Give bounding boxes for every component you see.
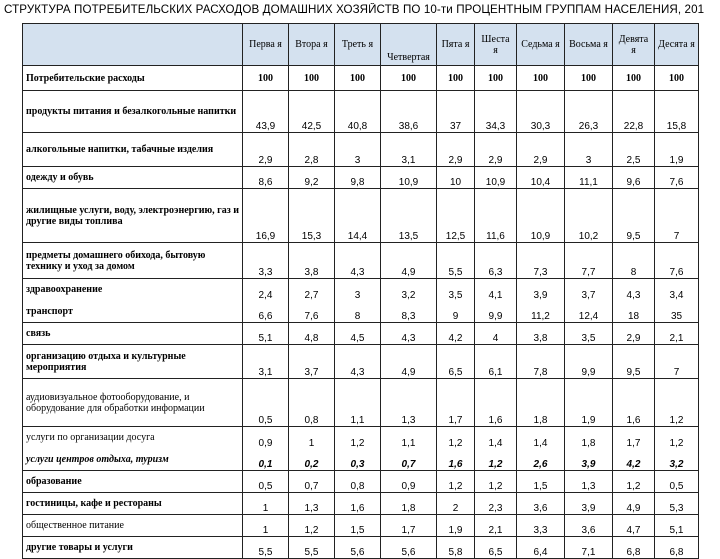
cell-value: 1 (243, 515, 289, 537)
row-label: алкогольные напитки, табачные изделия (23, 133, 243, 167)
cell-value: 7,1 (565, 537, 613, 559)
cell-value: 5,1 (655, 515, 699, 537)
cell-value: 1,2 (475, 449, 517, 471)
cell-value: 6,8 (655, 537, 699, 559)
cell-value: 7,7 (565, 243, 613, 279)
cell-value: 0,2 (289, 449, 335, 471)
cell-value: 2,4 (243, 279, 289, 301)
cell-value: 1,2 (655, 379, 699, 427)
cell-value: 9,5 (613, 189, 655, 243)
cell-value: 9,9 (475, 301, 517, 323)
col-header-10: Десята я (655, 24, 699, 66)
cell-value: 5,5 (289, 537, 335, 559)
cell-value: 3 (335, 279, 381, 301)
cell-value: 5,6 (381, 537, 437, 559)
cell-value: 42,5 (289, 91, 335, 133)
cell-value: 8 (335, 301, 381, 323)
row-communication (23, 323, 699, 345)
cell-value: 1,2 (613, 471, 655, 493)
cell-value: 1,6 (437, 449, 475, 471)
cell-value: 9,5 (613, 345, 655, 379)
cell-value: 4,9 (381, 243, 437, 279)
row-label: Потребительские расходы (23, 66, 243, 91)
row-label: организацию отдыха и культурные мероприятия (23, 345, 243, 379)
col-header-6: Шеста я (475, 24, 517, 66)
cell-value: 2,9 (517, 133, 565, 167)
cell-value: 1,3 (381, 379, 437, 427)
cell-value: 7,6 (655, 243, 699, 279)
row-transport (23, 301, 699, 323)
cell-value: 2,1 (475, 515, 517, 537)
col-header-2: Втора я (289, 24, 335, 66)
cell-value: 1,8 (517, 379, 565, 427)
cell-value: 6,8 (613, 537, 655, 559)
cell-value: 100 (437, 66, 475, 91)
cell-value: 1,9 (565, 379, 613, 427)
header-corner (23, 24, 243, 66)
cell-value: 3,6 (565, 515, 613, 537)
row-total (23, 66, 699, 91)
cell-value: 1,9 (437, 515, 475, 537)
cell-value: 4,3 (613, 279, 655, 301)
cell-value: 2,9 (475, 133, 517, 167)
cell-value: 6,3 (475, 243, 517, 279)
cell-value: 3 (335, 133, 381, 167)
cell-value: 10,9 (381, 167, 437, 189)
cell-value: 1,7 (381, 515, 437, 537)
cell-value: 10,9 (517, 189, 565, 243)
cell-value: 0,8 (289, 379, 335, 427)
cell-value: 5,1 (243, 323, 289, 345)
cell-value: 3 (565, 133, 613, 167)
cell-value: 3,8 (517, 323, 565, 345)
header-row (23, 24, 699, 66)
cell-value: 11,2 (517, 301, 565, 323)
cell-value: 3,7 (289, 345, 335, 379)
cell-value: 7,6 (655, 167, 699, 189)
row-label: другие товары и услуги (23, 537, 243, 559)
row-label: транспорт (23, 301, 243, 323)
row-label: аудиовизуальное фотооборудование, и оборудование для обработки информации (23, 379, 243, 427)
cell-value: 15,8 (655, 91, 699, 133)
cell-value: 4,1 (475, 279, 517, 301)
page-title: СТРУКТУРА ПОТРЕБИТЕЛЬСКИХ РАСХОДОВ ДОМАШНИХ ХОЗЯЙСТВ ПО 10-ти ПРОЦЕНТНЫМ ГРУППАМ НАСЕЛЕНИЯ, 201 (4, 3, 705, 16)
cell-value: 100 (613, 66, 655, 91)
cell-value: 4,3 (335, 243, 381, 279)
cell-value: 4,2 (437, 323, 475, 345)
cell-value: 1,4 (517, 427, 565, 449)
row-health (23, 279, 699, 301)
cell-value: 4,9 (613, 493, 655, 515)
cell-value: 5,5 (243, 537, 289, 559)
cell-value: 1,1 (335, 379, 381, 427)
cell-value: 18 (613, 301, 655, 323)
cell-value: 3,1 (243, 345, 289, 379)
cell-value: 2 (437, 493, 475, 515)
cell-value: 1,7 (437, 379, 475, 427)
cell-value: 1,1 (381, 427, 437, 449)
cell-value: 4,7 (613, 515, 655, 537)
cell-value: 5,8 (437, 537, 475, 559)
cell-value: 1,2 (475, 471, 517, 493)
cell-value: 1,2 (289, 515, 335, 537)
row-label: жилищные услуги, воду, электроэнергию, газ и другие виды топлива (23, 189, 243, 243)
cell-value: 3,5 (437, 279, 475, 301)
cell-value: 6,1 (475, 345, 517, 379)
row-label: гостиницы, кафе и рестораны (23, 493, 243, 515)
cell-value: 13,5 (381, 189, 437, 243)
cell-value: 1,6 (475, 379, 517, 427)
cell-value: 10,9 (475, 167, 517, 189)
cell-value: 100 (289, 66, 335, 91)
cell-value: 1,8 (381, 493, 437, 515)
cell-value: 9,8 (335, 167, 381, 189)
cell-value: 1,8 (565, 427, 613, 449)
col-header-7: Седьма я (517, 24, 565, 66)
cell-value: 6,5 (475, 537, 517, 559)
cell-value: 2,9 (437, 133, 475, 167)
row-label: предметы домашнего обихода, бытовую технику и уход за домом (23, 243, 243, 279)
cell-value: 0,9 (381, 471, 437, 493)
cell-value: 3,9 (565, 493, 613, 515)
row-catering (23, 515, 699, 537)
cell-value: 100 (517, 66, 565, 91)
cell-value: 0,1 (243, 449, 289, 471)
cell-value: 11,6 (475, 189, 517, 243)
cell-value: 100 (335, 66, 381, 91)
col-header-3: Треть я (335, 24, 381, 66)
col-header-8: Восьма я (565, 24, 613, 66)
cell-value: 3,4 (655, 279, 699, 301)
cell-value: 5,3 (655, 493, 699, 515)
cell-value: 4,2 (613, 449, 655, 471)
cell-value: 10,4 (517, 167, 565, 189)
cell-value: 3,2 (655, 449, 699, 471)
cell-value: 3,8 (289, 243, 335, 279)
cell-value: 0,8 (335, 471, 381, 493)
cell-value: 4,5 (335, 323, 381, 345)
row-education (23, 471, 699, 493)
cell-value: 7,6 (289, 301, 335, 323)
col-header-1: Перва я (243, 24, 289, 66)
cell-value: 5,6 (335, 537, 381, 559)
cell-value: 0,5 (655, 471, 699, 493)
cell-value: 1,7 (613, 427, 655, 449)
cell-value: 11,1 (565, 167, 613, 189)
row-label: общественное питание (23, 515, 243, 537)
cell-value: 7,8 (517, 345, 565, 379)
cell-value: 14,4 (335, 189, 381, 243)
cell-value: 7 (655, 189, 699, 243)
cell-value: 10,2 (565, 189, 613, 243)
cell-value: 15,3 (289, 189, 335, 243)
cell-value: 1,2 (335, 427, 381, 449)
cell-value: 1 (243, 493, 289, 515)
cell-value: 43,9 (243, 91, 289, 133)
cell-value: 9 (437, 301, 475, 323)
cell-value: 9,2 (289, 167, 335, 189)
cell-value: 0,9 (243, 427, 289, 449)
cell-value: 3,9 (565, 449, 613, 471)
col-header-9: Девята я (613, 24, 655, 66)
row-leisure-services (23, 427, 699, 449)
cell-value: 10 (437, 167, 475, 189)
cell-value: 1 (289, 427, 335, 449)
cell-value: 100 (381, 66, 437, 91)
cell-value: 4,9 (381, 345, 437, 379)
cell-value: 37 (437, 91, 475, 133)
row-label: образование (23, 471, 243, 493)
cell-value: 1,5 (335, 515, 381, 537)
cell-value: 26,3 (565, 91, 613, 133)
col-header-5: Пята я (437, 24, 475, 66)
cell-value: 8,6 (243, 167, 289, 189)
cell-value: 8 (613, 243, 655, 279)
cell-value: 3,3 (243, 243, 289, 279)
cell-value: 22,8 (613, 91, 655, 133)
row-alcohol (23, 133, 699, 167)
cell-value: 2,9 (613, 323, 655, 345)
cell-value: 100 (565, 66, 613, 91)
cell-value: 1,9 (655, 133, 699, 167)
cell-value: 7 (655, 345, 699, 379)
expenditure-table (22, 23, 699, 559)
cell-value: 34,3 (475, 91, 517, 133)
cell-value: 3,9 (517, 279, 565, 301)
row-recreation (23, 345, 699, 379)
cell-value: 4,3 (381, 323, 437, 345)
cell-value: 8,3 (381, 301, 437, 323)
cell-value: 0,5 (243, 379, 289, 427)
cell-value: 2,5 (613, 133, 655, 167)
row-audiovisual (23, 379, 699, 427)
cell-value: 100 (243, 66, 289, 91)
col-header-4: Четвертая (381, 24, 437, 66)
cell-value: 2,3 (475, 493, 517, 515)
cell-value: 4,3 (335, 345, 381, 379)
cell-value: 2,1 (655, 323, 699, 345)
cell-value: 1,4 (475, 427, 517, 449)
cell-value: 2,9 (243, 133, 289, 167)
cell-value: 40,8 (335, 91, 381, 133)
cell-value: 3,2 (381, 279, 437, 301)
cell-value: 6,5 (437, 345, 475, 379)
cell-value: 9,9 (565, 345, 613, 379)
cell-value: 3,5 (565, 323, 613, 345)
cell-value: 6,6 (243, 301, 289, 323)
cell-value: 0,7 (289, 471, 335, 493)
cell-value: 35 (655, 301, 699, 323)
cell-value: 1,6 (613, 379, 655, 427)
cell-value: 9,6 (613, 167, 655, 189)
cell-value: 30,3 (517, 91, 565, 133)
cell-value: 5,5 (437, 243, 475, 279)
row-housing (23, 189, 699, 243)
row-label: одежду и обувь (23, 167, 243, 189)
cell-value: 2,7 (289, 279, 335, 301)
row-label: продукты питания и безалкогольные напитки (23, 91, 243, 133)
cell-value: 3,6 (517, 493, 565, 515)
cell-value: 6,4 (517, 537, 565, 559)
row-clothing (23, 167, 699, 189)
cell-value: 2,8 (289, 133, 335, 167)
cell-value: 1,5 (517, 471, 565, 493)
cell-value: 1,2 (437, 427, 475, 449)
row-label: связь (23, 323, 243, 345)
cell-value: 0,3 (335, 449, 381, 471)
cell-value: 1,2 (437, 471, 475, 493)
cell-value: 16,9 (243, 189, 289, 243)
cell-value: 1,3 (565, 471, 613, 493)
cell-value: 3,3 (517, 515, 565, 537)
cell-value: 2,6 (517, 449, 565, 471)
cell-value: 0,5 (243, 471, 289, 493)
row-label: здравоохранение (23, 279, 243, 301)
cell-value: 3,1 (381, 133, 437, 167)
cell-value: 7,3 (517, 243, 565, 279)
cell-value: 100 (475, 66, 517, 91)
cell-value: 100 (655, 66, 699, 91)
row-label: услуги по организации досуга (23, 427, 243, 449)
cell-value: 12,4 (565, 301, 613, 323)
row-tourism (23, 449, 699, 471)
row-food (23, 91, 699, 133)
row-household (23, 243, 699, 279)
cell-value: 0,7 (381, 449, 437, 471)
row-label: услуги центров отдыха, туризм (23, 449, 243, 471)
cell-value: 3,7 (565, 279, 613, 301)
cell-value: 38,6 (381, 91, 437, 133)
cell-value: 4,8 (289, 323, 335, 345)
row-hotels (23, 493, 699, 515)
cell-value: 1,2 (655, 427, 699, 449)
cell-value: 1,6 (335, 493, 381, 515)
cell-value: 12,5 (437, 189, 475, 243)
cell-value: 1,3 (289, 493, 335, 515)
cell-value: 4 (475, 323, 517, 345)
